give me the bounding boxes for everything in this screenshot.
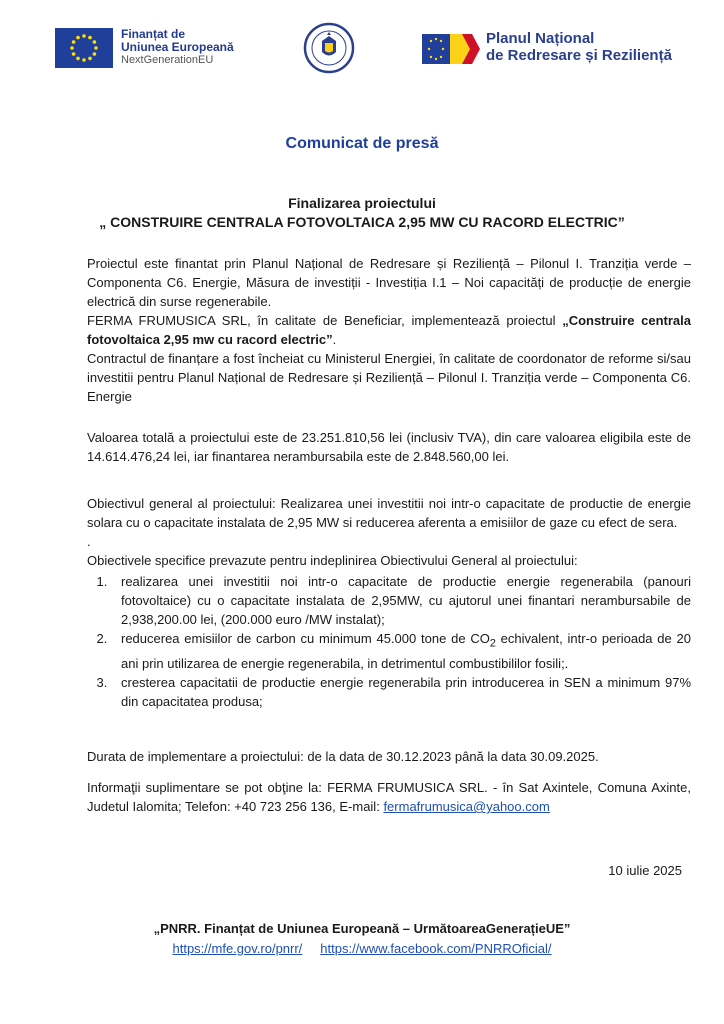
pnrr-logo-text bbox=[486, 30, 672, 64]
release-date: 10 iulie 2025 bbox=[608, 863, 682, 878]
pnrr-flag-icon bbox=[422, 32, 482, 66]
general-objective-dot: . bbox=[87, 534, 91, 549]
email-link[interactable]: fermafrumusica@yahoo.com bbox=[383, 799, 550, 814]
contact-text: Informaţii suplimentare se pot obţine la: FERMA FRUMUSICA SRL. - în Sat Axintele, Comuna Axinte, Judetul Ialomita; Telefon: +40 723 256 136, E-mail: bbox=[87, 780, 691, 814]
beneficiary-text-post: . bbox=[332, 332, 337, 347]
contact-paragraph bbox=[87, 778, 691, 816]
project-title-line1: Finalizarea proiectului bbox=[288, 195, 436, 211]
footer-slogan: „PNRR. Finanțat de Uniunea Europeană – UrmătoareaGenerațieUE” bbox=[153, 921, 571, 936]
footer-links bbox=[0, 941, 724, 956]
eu-flag-icon bbox=[55, 28, 113, 68]
project-value-paragraph bbox=[87, 428, 691, 466]
pnrr-logo-line2: de Redresare și Reziliență bbox=[486, 47, 672, 64]
funding-paragraph bbox=[87, 254, 691, 406]
pnrr-logo bbox=[422, 30, 692, 70]
funding-text: Proiectul este finantat prin Planul Național de Redresare și Reziliență – Pilonul I. Tranziția verde – Componenta C6. Energie, Măsura de investiții - Investiția I.1 – Noi capacități de producție de energie electrică din surse regenerabile. bbox=[87, 256, 691, 309]
romanian-government-seal-icon bbox=[303, 22, 355, 74]
objective-item: 3. cresterea capacitatii de productie energie regenerabila prin introducerea in SEN a minimum 97% din capacitatea produsa; bbox=[111, 673, 691, 711]
eu-logo-line2: Uniunea Europeană bbox=[121, 40, 234, 54]
project-value-text: Valoarea totală a proiectului este de 23.251.810,56 lei (inclusiv TVA), din care valoarea eligibila este de 14.614.476,24 lei, iar finantarea nerambursabila este de 2.848.560,00 lei. bbox=[87, 430, 691, 464]
duration-paragraph: Durata de implementare a proiectului: de la data de 30.12.2023 până la data 30.09.2025. bbox=[87, 749, 599, 764]
specific-objectives-intro: Obiectivele specifice prevazute pentru indeplinirea Obiectivului General al proiectului: bbox=[87, 553, 578, 568]
co2-subscript: 2 bbox=[489, 637, 496, 650]
objective-item bbox=[111, 629, 691, 673]
mfe-pnrr-link[interactable]: https://mfe.gov.ro/pnrr/ bbox=[172, 941, 303, 956]
pnrr-logo-line1: Planul Național bbox=[486, 30, 595, 47]
objective-item: 1. realizarea unei investitii noi intr-o capacitate de productie energie regenerabila (panouri fotovoltaice) cu o capacitate instalata de 2,95MW, cu ajutorul unei finantari nerambursabile de 2,938,200.00 lei, (200.000 euro /MW instalat); bbox=[111, 572, 691, 629]
objective-text-post: echivalent, intr-o perioada de 20 ani prin utilizarea de energie regenerabila, in detrimentul combustibililor fosili;. bbox=[121, 631, 691, 671]
eu-funding-logo bbox=[55, 28, 255, 70]
specific-objectives-list bbox=[87, 572, 691, 711]
project-title-line2: „ CONSTRUIRE CENTRALA FOTOVOLTAICA 2,95 MW CU RACORD ELECTRIC” bbox=[99, 214, 625, 230]
contract-text: Contractul de finanțare a fost încheiat cu Ministerul Energiei, în calitate de coordonator de reforme si/sau investitii pentru Planul Național de Redresare și Reziliență – Pilonul I. Tranziția verde – Componenta C6. Energie bbox=[87, 351, 691, 404]
eu-logo-line1: Finanțat de bbox=[121, 27, 186, 41]
eu-logo-line3: NextGenerationEU bbox=[121, 54, 214, 66]
eu-logo-text bbox=[121, 28, 261, 67]
project-name-bold: „Construire centrala fotovoltaica 2,95 mw cu racord electric” bbox=[87, 313, 691, 347]
press-release-title: Comunicat de presă bbox=[285, 135, 439, 152]
general-objective-text: Obiectivul general al proiectului: Realizarea unei investitii noi intr-o capacitate de productie de energie solara cu o capacitate instalata de 2,95 MW si reducerea aferenta a emisiilor de gaze cu efect de sera. bbox=[87, 496, 691, 530]
beneficiary-text bbox=[87, 311, 691, 349]
facebook-pnrr-link[interactable]: https://www.facebook.com/PNRROficial/ bbox=[320, 941, 552, 956]
objective-text-pre: reducerea emisiilor de carbon cu minimum 45.000 tone de CO bbox=[121, 631, 490, 646]
general-objective-paragraph bbox=[87, 494, 691, 551]
beneficiary-text-pre: FERMA FRUMUSICA SRL, în calitate de Beneficiar, implementează proiectul bbox=[87, 313, 563, 328]
